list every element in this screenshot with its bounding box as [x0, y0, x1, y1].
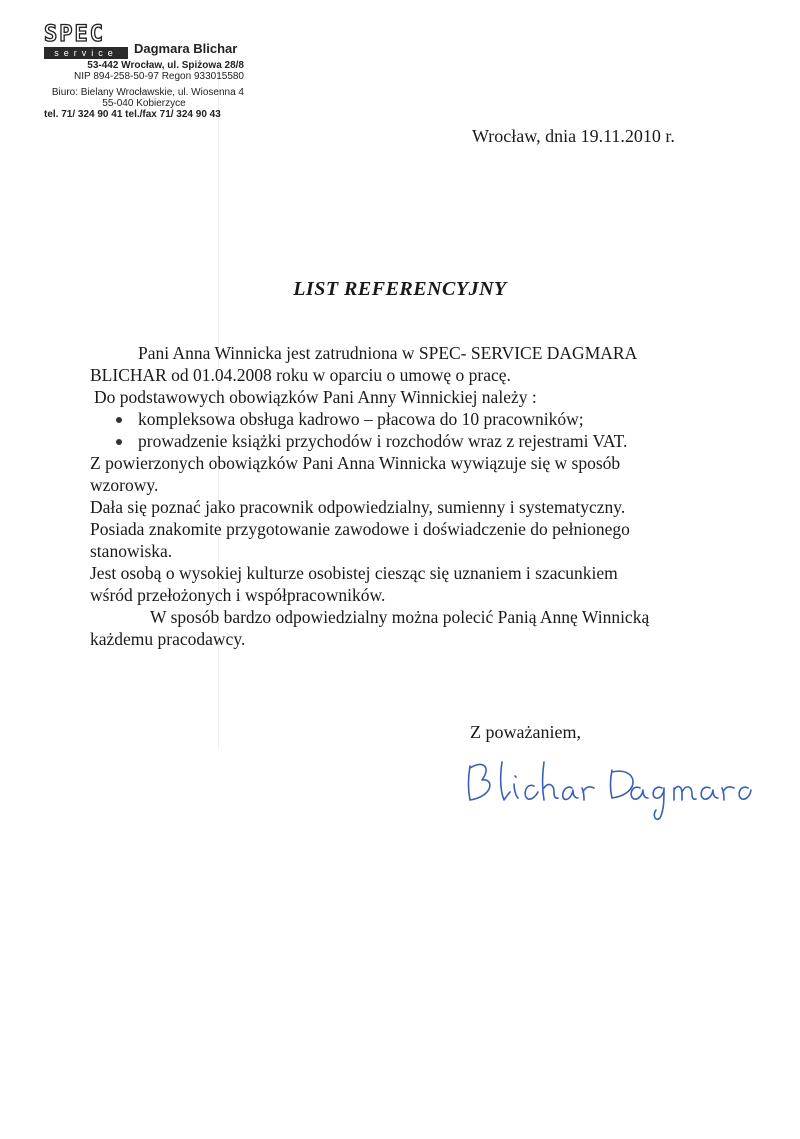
qualifications-line-2: stanowiska. [90, 541, 173, 561]
company-owner-name: Dagmara Blichar [134, 41, 238, 56]
character-line-1: Jest osobą o wysokiej kulturze osobistej ciesząc się uznaniem i szacunkiem [90, 563, 618, 583]
duty-item: kompleksowa obsługa kadrowo – płacowa do 10 pracowników; [90, 408, 730, 430]
duties-intro: Do podstawowych obowiązków Pani Anny Winnickiej należy : [94, 387, 537, 407]
logo-spec-text: SPEC [44, 22, 105, 47]
letter-title: LIST REFERENCYJNY [293, 278, 507, 300]
recommendation-line-2: każdemu pracodawcy. [90, 629, 246, 649]
employment-line-2: BLICHAR od 01.04.2008 roku w oparciu o umowę o pracę. [90, 365, 511, 385]
handwritten-signature [462, 744, 752, 824]
performance-line-1: Z powierzonych obowiązków Pani Anna Winnicka wywiązuje się w sposób [90, 453, 621, 473]
letterhead-top-row [44, 24, 244, 60]
traits-line: Dała się poznać jako pracownik odpowiedzialny, sumienny i systematyczny. [90, 497, 626, 517]
office-city: 55-040 Kobierzyce [102, 98, 186, 109]
qualifications-line-1: Posiada znakomite przygotowanie zawodowe i doświadczenie do pełnionego [90, 519, 630, 539]
recommendation-line-1: W sposób bardzo odpowiedzialny można polecić Panią Annę Winnicką [150, 607, 650, 627]
company-phones: tel. 71/ 324 90 41 tel./fax 71/ 324 90 43 [44, 109, 221, 120]
company-logo [44, 24, 130, 60]
logo-service-text: service [44, 47, 128, 59]
letterhead [44, 24, 244, 120]
office-address: Biuro: Bielany Wrocławskie, ul. Wiosenna 4 [51, 87, 244, 98]
letter-body [90, 342, 730, 650]
character-line-2: wśród przełożonych i współpracowników. [90, 585, 386, 605]
employment-line-1: Pani Anna Winnicka jest zatrudniona w SPEC- SERVICE DAGMARA [138, 343, 638, 363]
company-address: 53-442 Wrocław, ul. Spiżowa 28/8 [87, 60, 244, 71]
company-nip-regon: NIP 894-258-50-97 Regon 933015580 [74, 71, 244, 82]
letter-date: Wrocław, dnia 19.11.2010 r. [472, 126, 675, 146]
duty-item: prowadzenie książki przychodów i rozchodów wraz z rejestrami VAT. [90, 430, 730, 452]
performance-line-2: wzorowy. [90, 475, 159, 495]
duties-list [90, 408, 730, 452]
closing-salutation: Z poważaniem, [470, 722, 581, 742]
